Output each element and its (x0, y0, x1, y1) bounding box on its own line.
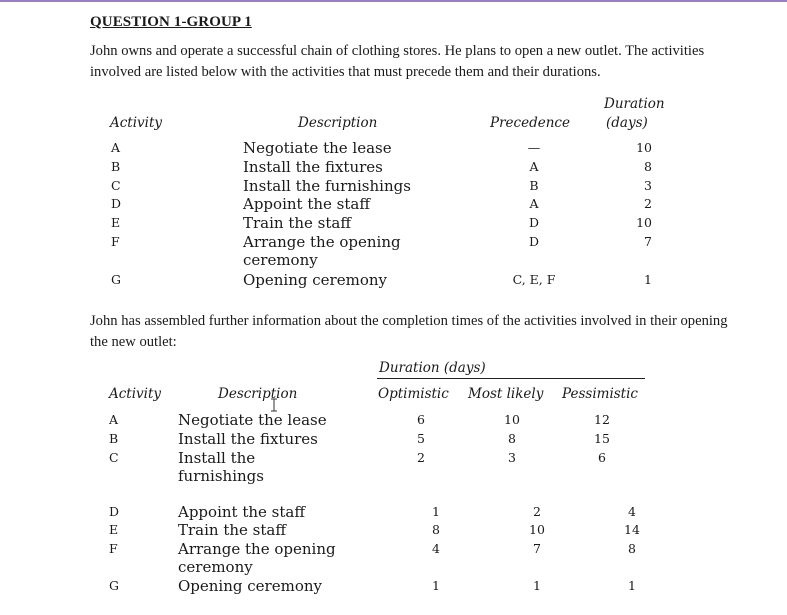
t1-header-duration-unit: (days) (606, 115, 648, 131)
t1-description: Arrange the opening (243, 233, 401, 251)
t2-activity: B (109, 431, 119, 446)
t2-header-pessimistic: Pessimistic (562, 386, 638, 402)
t2-most-likely: 7 (533, 541, 541, 556)
t2-pessimistic: 12 (594, 412, 610, 427)
t2-description-cont: ceremony (178, 558, 253, 576)
t2-activity: D (109, 504, 120, 519)
t1-description: Opening ceremony (243, 271, 387, 289)
t1-precedence: D (528, 234, 540, 249)
t2-optimistic: 1 (432, 504, 440, 519)
intro-paragraph: John owns and operate a successful chain of clothing stores. He plans to open a new outlet. The activities involved are listed below with the activities that must precede them and their durations. (90, 43, 705, 80)
t2-description-cont: furnishings (178, 467, 264, 485)
t2-pessimistic: 1 (628, 578, 636, 593)
t2-description: Appoint the staff (178, 503, 305, 521)
t1-precedence: — (527, 140, 541, 155)
t2-header-activity: Activity (109, 386, 162, 402)
t2-optimistic: 6 (417, 412, 425, 427)
t2-most-likely: 10 (504, 412, 520, 427)
t1-activity: G (111, 272, 121, 287)
t2-header-optimistic: Optimistic (378, 386, 449, 402)
t1-description: Install the furnishings (243, 177, 411, 195)
t1-header-duration: Duration (604, 96, 665, 112)
t1-precedence: D (528, 215, 540, 230)
t2-description: Negotiate the lease (178, 411, 327, 429)
top-border (0, 0, 787, 2)
t1-description-cont: ceremony (243, 251, 318, 269)
t2-most-likely: 10 (529, 522, 545, 537)
t2-activity: F (109, 541, 118, 556)
t1-activity: F (111, 234, 120, 249)
t2-activity: G (109, 578, 119, 593)
t2-description: Opening ceremony (178, 577, 322, 595)
t1-activity: C (111, 178, 121, 193)
t2-pessimistic: 4 (628, 504, 636, 519)
text-cursor-icon (270, 398, 278, 412)
t2-optimistic: 4 (432, 541, 440, 556)
t1-header-description: Description (298, 115, 378, 131)
t1-description: Train the staff (243, 214, 352, 232)
t2-most-likely: 2 (533, 504, 541, 519)
t1-precedence: A (529, 196, 539, 211)
t1-description: Negotiate the lease (243, 139, 392, 157)
t2-pessimistic: 6 (598, 450, 606, 465)
t1-header-precedence: Precedence (490, 115, 570, 131)
t1-duration: 3 (644, 178, 652, 193)
t1-description: Install the fixtures (243, 158, 383, 176)
t1-activity: E (111, 215, 121, 230)
t2-group-rule (377, 378, 645, 379)
t1-duration: 10 (636, 215, 652, 230)
t2-pessimistic: 14 (624, 522, 640, 537)
t1-precedence: B (529, 178, 539, 193)
t1-duration: 1 (644, 272, 652, 287)
t1-description: Appoint the staff (243, 195, 370, 213)
page-title: QUESTION 1-GROUP 1 (90, 14, 252, 30)
t1-activity: B (111, 159, 121, 174)
t1-duration: 2 (644, 196, 652, 211)
t1-activity: D (111, 196, 122, 211)
t2-activity: E (109, 522, 119, 537)
t1-activity: A (111, 140, 121, 155)
t2-description: Install the (178, 449, 256, 467)
t1-duration: 8 (644, 159, 652, 174)
t2-description: Install the fixtures (178, 430, 318, 448)
t2-header-group: Duration (days) (379, 360, 486, 376)
t1-precedence: C, E, F (512, 272, 556, 287)
t2-most-likely: 1 (533, 578, 541, 593)
t1-header-activity: Activity (110, 115, 163, 131)
t1-duration: 7 (644, 234, 652, 249)
t2-optimistic: 5 (417, 431, 425, 446)
t2-description: Train the staff (178, 521, 287, 539)
t2-description: Arrange the opening (178, 540, 336, 558)
t2-pessimistic: 15 (594, 431, 610, 446)
t2-pessimistic: 8 (628, 541, 636, 556)
t1-precedence: A (529, 159, 539, 174)
t2-optimistic: 8 (432, 522, 440, 537)
t2-activity: C (109, 450, 119, 465)
t2-optimistic: 1 (432, 578, 440, 593)
t2-header-description: Description (218, 386, 298, 402)
t2-most-likely: 3 (508, 450, 516, 465)
t2-most-likely: 8 (508, 431, 516, 446)
t2-activity: A (109, 412, 119, 427)
t2-optimistic: 2 (417, 450, 425, 465)
t2-header-most-likely: Most likely (468, 386, 544, 402)
followup-paragraph: John has assembled further information about the completion times of the activities involved in their opening the new outlet: (90, 313, 728, 350)
t1-duration: 10 (636, 140, 652, 155)
